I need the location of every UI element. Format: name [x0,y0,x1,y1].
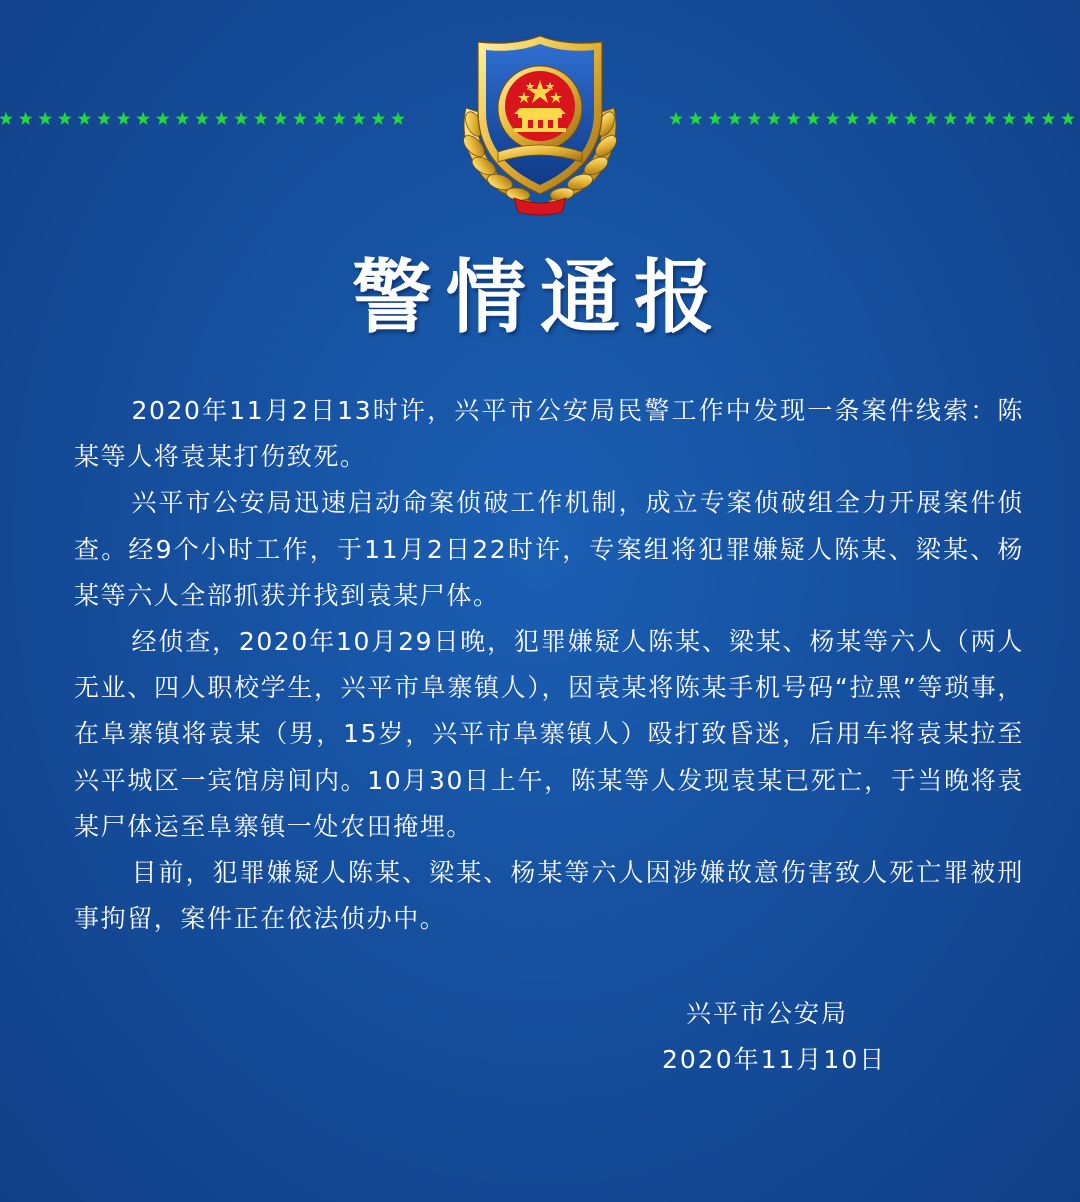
star-icon [787,112,801,125]
star-icon [293,112,307,125]
star-icon [313,112,327,125]
star-icon [708,112,722,125]
star-icon [669,112,683,125]
star-icon [391,112,405,125]
star-icon [117,112,131,125]
star-row-svg [668,104,1080,134]
star-icon [748,112,762,125]
star-icon [1022,112,1036,125]
star-icon [1002,112,1016,125]
star-row-svg [0,104,418,134]
star-icon [58,112,72,125]
star-icon [176,112,190,125]
star-icon [865,112,879,125]
star-icon [885,112,899,125]
star-icon [19,112,33,125]
star-icon [215,112,229,125]
star-icon [38,112,52,125]
star-icon [944,112,958,125]
star-icon [983,112,997,125]
star-icon [156,112,170,125]
notice-paragraph: 2020年11月2日13时许，兴平市公安局民警工作中发现一条案件线索：陈某等人将袁某打伤致死。 [74,396,1024,472]
star-icon [846,112,860,125]
star-icon [97,112,111,125]
star-icon [372,112,386,125]
star-icon [254,112,268,125]
star-icon [195,112,209,125]
notice-paragraph: 目前，犯罪嫌疑人陈某、梁某、杨某等六人因涉嫌故意伤害致人死亡罪被刑事拘留，案件正在依法侦办中。 [74,858,1024,934]
star-icon [806,112,820,125]
star-icon [904,112,918,125]
signature-date: 2020年11月10日 [662,1045,887,1074]
star-icon [352,112,366,125]
star-icon [728,112,742,125]
star-icon [767,112,781,125]
star-icon [826,112,840,125]
star-icon [1061,112,1075,125]
notice-body [74,388,1024,942]
star-icon [332,112,346,125]
star-icon [963,112,977,125]
star-icon [274,112,288,125]
notice-title: 警情通报 [352,251,728,344]
star-icon [689,112,703,125]
star-row-left [0,104,418,134]
star-icon [1042,112,1056,125]
star-icon [136,112,150,125]
notice-paragraph: 兴平市公安局迅速启动命案侦破工作机制，成立专案侦破组全力开展案件侦查。经9个小时工作，于11月2日22时许，专案组将犯罪嫌疑人陈某、梁某、杨某等六人全部抓获并找到袁某尸体。 [74,488,1024,610]
notice-paragraph: 经侦查，2020年10月29日晚，犯罪嫌疑人陈某、梁某、杨某等六人（两人无业、四人职校学生，兴平市阜寨镇人），因袁某将陈某手机号码“拉黑”等琐事，在阜寨镇将袁某（男，15岁，兴平市阜寨镇人）殴打致昏迷，后用车将袁某拉至兴平城区一宾馆房间内。10月30日上午，陈某等人发现袁某已死亡，于当晚将袁某尸体运至阜寨镇一处农田掩埋。 [74,627,1024,841]
star-icon [924,112,938,125]
signature-organization: 兴平市公安局 [686,999,849,1028]
star-icon [0,112,13,125]
police-emblem-icon [444,28,636,220]
star-icon [78,112,92,125]
star-icon [234,112,248,125]
star-row-right [668,104,1080,134]
